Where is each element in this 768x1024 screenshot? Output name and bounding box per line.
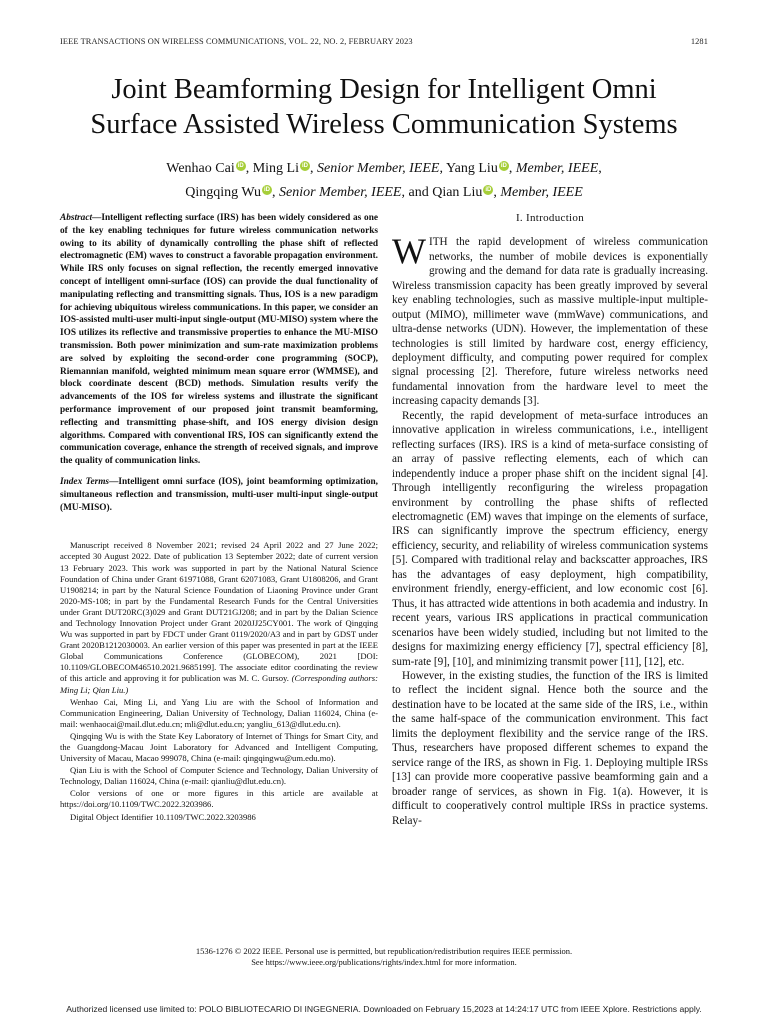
index-terms: Index Terms—Intelligent omni surface (IOS), joint beamforming optimization, simultaneous reflection and transmission, multi-user multi-input single-output (MU-MISO). (60, 476, 378, 513)
orcid-icon[interactable]: iD (485, 187, 492, 193)
copyright-line-1: 1536-1276 © 2022 IEEE. Personal use is permitted, but republication/redistribution requires IEEE permission. (195, 946, 573, 956)
index-terms-label: Index Terms (60, 476, 110, 487)
footnote-doi: Digital Object Identifier 10.1109/TWC.2022.3203986 (70, 811, 256, 822)
corresponding-authors: (Corresponding authors: Ming Li; Qian Liu.) (60, 673, 378, 695)
abstract-label: Abstract (60, 213, 93, 223)
orcid-icon[interactable]: iD (302, 163, 308, 169)
author-name: Yang Liu (445, 161, 498, 176)
copyright-notice (60, 946, 708, 968)
author-name: Wenhao Cai (166, 161, 235, 176)
copyright-line-2[interactable]: See https://www.ieee.org/publications/rights/index.html for more information. (251, 957, 517, 967)
orcid-icon[interactable]: iD (237, 163, 244, 169)
left-column (60, 212, 378, 824)
author-role: Member, IEEE (515, 161, 599, 176)
footnote-affiliation-3: Qian Liu is with the School of Computer Science and Technology, Dalian University of Technology, Dalian 116024, China (e-mail: qianliu@dlut.edu.cn). (60, 765, 378, 787)
author-conjunction: and (408, 185, 429, 200)
author-name: Qian Liu (432, 185, 483, 200)
author-line-2: Qingqing Wu iD , Senior Member, IEEE, and Qian Liu iD , Member, IEEE (185, 185, 583, 200)
title-line-2: Surface Assisted Wireless Communication Systems (90, 109, 678, 140)
author-name: Qingqing Wu (185, 185, 262, 200)
footnote-color-versions[interactable]: Color versions of one or more figures in this article are available at https://doi.org/10.1109/TWC.2022.3203986. (60, 788, 378, 810)
page-number: 1281 (690, 37, 708, 46)
right-column (392, 212, 708, 828)
author-role: Senior Member, IEEE (279, 185, 402, 200)
footnote-manuscript: Manuscript received 8 November 2021; revised 24 April 2022 and 27 June 2022; accepted 30 August 2022. Date of publication 13 September 2022; date of current version 13 February 2023. This work was supported in part by the National Natural Science Foundation of China under Grant 61971088, Grant 62071083, Grant U1808206, and Grant U1908214; in part by the Natural Science Foundation of Liaoning Province under Grant 2020-MS-108; in part by the Fundamental Research Funds for the Central Universities under Grant DUT20RC(3)029 and Grant DUT21GJ208; and in part by the Dalian Science and Technology Innovation Project under Grant 2020JJ25CY001. The work of Qingqing Wu was supported in part by FDCT under Grant 0119/2020/A3 and in part by GDST under Grant 2020B1212030003. An earlier version of this paper was presented in part at the IEEE Global Communications Conference (GLOBECOM), 2021 [DOI: 10.1109/GLOBECOM46510.2021.9685199]. The associate editor coordinating the review of this article and approving it for publication was M. C. Gursoy. (Corresponding authors: Ming Li; Qian Liu.) (60, 540, 378, 695)
footnote-affiliation-1: Wenhao Cai, Ming Li, and Yang Liu are with the School of Information and Communication Engineering, Dalian University of Technology, Dalian 116024, China (e-mail: wenhaocai@mail.dlut.edu.cn; mli@dlut.edu.cn; yangliu_613@dlut.edu.cn). (60, 696, 378, 729)
section-heading: I. Introduction (515, 212, 585, 224)
orcid-icon[interactable]: iD (264, 187, 271, 193)
abstract: Abstract—Intelligent reflecting surface (IRS) has been widely considered as one of the key enabling techniques for future wireless communication networks owing to its ability of dynamically controlling the phase shift of reflected electromagnetic (EM) waves to construct a favorable propagation environment. While IRS only focuses on signal reflection, the recently emerged innovative concept of intelligent omni-surface (IOS) can provide the dual functionality of manipulating reflecting and transmitting signals. Thus, IOS is a new paradigm for achieving ubiquitous wireless communications. In this paper, we consider an IOS-assisted multi-user multi-input single-output (MU-MISO) system where the IOS utilizes its reflective and transmissive properties to enhance the MU-MISO transmission. Both power minimization and sum-rate maximization problems are solved by exploiting the second-order cone programming (SOCP), Riemannian manifold, weighted minimum mean square error (WMMSE), and block coordinate descent (BCD) methods. Simulation results verify the advancements of the IOS for wireless systems and illustrate the significant performance improvement of our proposed joint transmit beamforming, reflecting and transmitting phase-shift, and IOS energy division design algorithms. Compared with conventional IRS, IOS can significantly extend the communication coverage, enhance the strength of received signals, and improve the quality of communication links. (60, 213, 378, 467)
author-line-1: Wenhao Cai iD , Ming Li iD , Senior Member, IEEE, Yang Liu iD , Member, IEEE, (166, 161, 602, 176)
journal-header: IEEE TRANSACTIONS ON WIRELESS COMMUNICATIONS, VOL. 22, NO. 2, FEBRUARY 2023 (60, 37, 413, 46)
author-list (60, 157, 708, 205)
intro-paragraph-3: However, in the existing studies, the function of the IRS is limited to reflect the incident signal. Hence both the source and the destination have to be located at the same side of the IRS, i.e., within the same half-space of the communication environment. This fact limits the deployment flexibility and the service range of the IRS. Thus, researchers have proposed different schemes to expand the service range of the IRS, as shown in Fig. 1. Deploying multiple IRSs [13] can provide more cooperative passive beamforming gain and a broader range of services, as shown in Fig. 1(a). However, it is difficult to cooperatively control multiple IRSs in practice systems. Relay- (392, 670, 708, 827)
intro-paragraph-2: Recently, the rapid development of meta-surface introduces an innovative application in wireless communications, i.e., intelligent reflecting surfaces (IRS). IRS is a kind of meta-surface consisting of an array of passive reflecting elements, each of which can independently induce a proper phase shift on the incident signal [4]. Through intelligently reconfiguring the wireless propagation environment by controlling the phase shifts of reflected electromagnetic (EM) waves that impinge on the elements of surface, IRS can significantly improve the spectrum efficiency, energy efficiency, security, and reliability of wireless communication systems [5]. Compared with traditional relay and backscatter approaches, IRS has the advantages of easy deployment, high compatibility, environment friendly, energy-efficient, and low economic cost [6]. Thus, it has attracted wide attentions in both academia and industry. In recent years, various IRS applications in practical communication scenarios have been widely studied, including but not limited to the designs for maximizing energy efficiency [7], spectral efficiency [8], sum-rate [9], [10], and minimizing transmit power [11], [12], etc. (392, 409, 708, 668)
author-role: Member, IEEE (500, 185, 583, 200)
drop-cap: W (392, 231, 426, 272)
index-terms-text: Intelligent omni surface (IOS), joint beamforming optimization, simultaneous reflection and transmission, multi-user multi-input single-output (MU-MISO). (60, 476, 378, 513)
abstract-text: Intelligent reflecting surface (IRS) has been widely considered as one of the key enabling techniques for future wireless communication networks owing to its ability of dynamically controlling the phase shift of reflected electromagnetic (EM) waves to construct a favorable propagation environment. While IRS only focuses on signal reflection, the recently emerged innovative concept of intelligent omni-surface (IOS) can provide the dual functionality of manipulating reflecting and transmitting signals. Thus, IOS is a new paradigm for achieving ubiquitous wireless communications. In this paper, we consider an IOS-assisted multi-user multi-input single-output (MU-MISO) system where the IOS utilizes its reflective and transmissive properties to enhance the MU-MISO transmission. Both power minimization and sum-rate maximization problems are solved by exploiting the second-order cone programming (SOCP), Riemannian manifold, weighted minimum mean square error (WMMSE), and block coordinate descent (BCD) methods. Simulation results verify the advancements of the IOS for wireless systems and illustrate the significant performance improvement of our proposed joint transmit beamforming, reflecting and transmitting phase-shift, and IOS energy division design algorithms. Compared with conventional IRS, IOS can significantly extend the communication coverage, enhance the strength of received signals, and improve the quality of communication links. (60, 213, 378, 467)
license-watermark: Authorized licensed use limited to: POLO BIBLIOTECARIO DI INGEGNERIA. Downloaded on February 15,2023 at 14:24:17 UTC from IEEE Xplore. Restrictions apply. (66, 1004, 702, 1014)
author-role: Senior Member, IEEE (317, 161, 440, 176)
footnotes (60, 540, 378, 822)
author-name: Ming Li (252, 161, 299, 176)
footnote-affiliation-2: Qingqing Wu is with the State Key Laboratory of Internet of Things for Smart City, and the Guangdong-Macau Joint Laboratory for Advanced and Intelligent Computing, University of Macau, Macao 999078, China (e-mail: qingqingwu@um.edu.mo). (60, 730, 378, 764)
paper-title (40, 72, 728, 142)
orcid-icon[interactable]: iD (500, 163, 507, 169)
intro-paragraph-1: WITH the rapid development of wireless communication networks, the number of mobile devices is exponentially growing and the demand for data rate is gradually increasing. Wireless transmission capacity has been greatly improved by several key enabling technologies, such as massive multiple-input multiple-output (MIMO), millimeter wave (mmWave) communications, and ultra-dense networks (UDN). However, the implementation of these technologies is still limited by hardware cost, energy efficiency, deployment difficulty, and computing power required for complex signal processing [2]. Therefore, future wireless networks need fundamental innovation from the hardware level to meet the increasing capacity demands [3]. (392, 231, 708, 408)
title-line-1: Joint Beamforming Design for Intelligent Omni (111, 74, 657, 105)
